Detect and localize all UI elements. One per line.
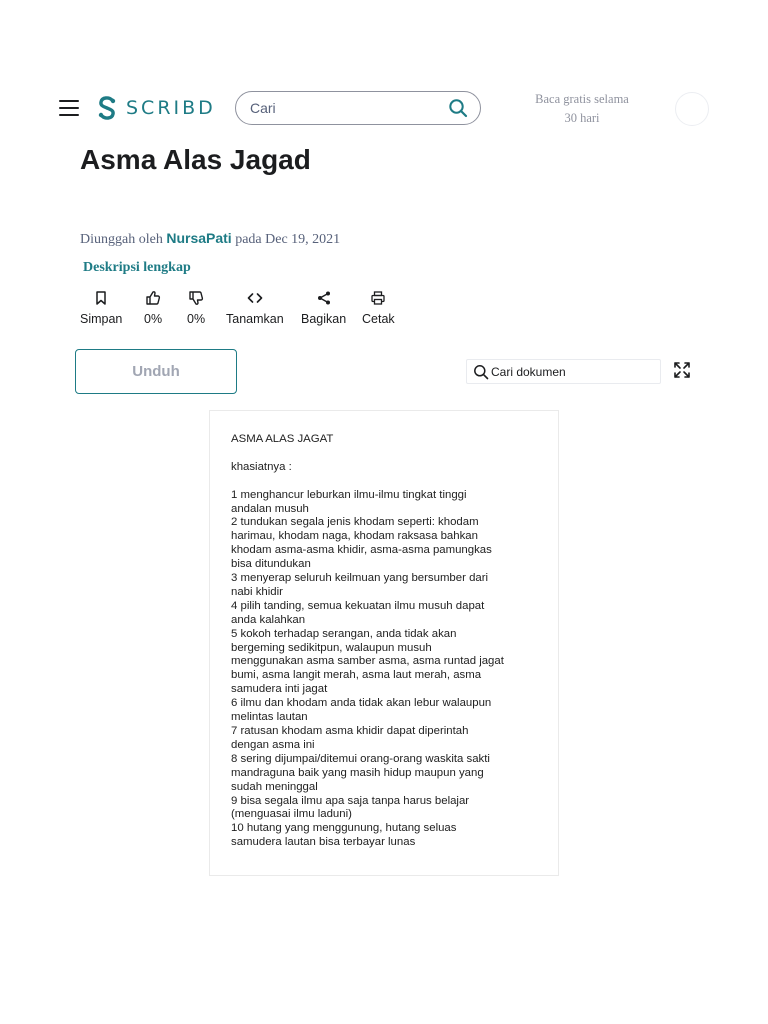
- document-text: [231, 433, 541, 850]
- document-line: 6 ilmu dan khodam anda tidak akan lebur walaupun: [231, 697, 492, 710]
- hamburger-line: [59, 100, 79, 102]
- scribd-logo-icon: [96, 95, 118, 121]
- free-trial-link[interactable]: [520, 90, 644, 128]
- trial-line-1: Baca gratis selama: [535, 92, 629, 106]
- date-prefix: pada: [235, 232, 262, 247]
- save-label: Simpan: [80, 312, 123, 326]
- document-line: samudera lautan bisa terbayar lunas: [231, 836, 416, 849]
- document-line: khodam asma-asma khidir, asma-asma pamungkas: [231, 544, 492, 557]
- search-icon[interactable]: [448, 98, 468, 118]
- bookmark-icon: [93, 290, 109, 306]
- logo-wordmark: SCRIBD: [126, 97, 216, 119]
- search-bar[interactable]: [235, 91, 481, 125]
- document-line: 4 pilih tanding, semua kekuatan ilmu musuh dapat: [231, 599, 485, 612]
- scribd-logo[interactable]: [96, 94, 216, 122]
- code-icon: [247, 290, 263, 306]
- upload-date: Dec 19, 2021: [265, 232, 341, 247]
- save-button[interactable]: [80, 290, 122, 326]
- printer-icon: [370, 290, 386, 306]
- document-line: sudah meninggal: [231, 780, 318, 793]
- document-line: 10 hutang yang menggunung, hutang seluas: [231, 822, 457, 835]
- document-line: 2 tundukan segala jenis khodam seperti: khodam: [231, 516, 479, 529]
- document-line: harimau, khodam naga, khodam raksasa bahkan: [231, 530, 478, 543]
- document-search-input[interactable]: [491, 365, 654, 379]
- thumbs-up-icon: [145, 290, 161, 306]
- document-line: dengan asma ini: [231, 738, 315, 751]
- search-icon: [473, 364, 489, 380]
- share-label: Bagikan: [301, 312, 347, 326]
- thumbs-down-icon: [188, 290, 204, 306]
- expand-icon[interactable]: [673, 361, 691, 379]
- document-line: menggunakan asma samber asma, asma runtad jagat: [231, 655, 504, 668]
- document-heading: ASMA ALAS JAGAT: [231, 433, 334, 445]
- embed-label: Tanamkan: [226, 312, 284, 326]
- hamburger-line: [59, 107, 79, 109]
- like-button[interactable]: [144, 290, 162, 326]
- page-title: Asma Alas Jagad: [80, 144, 311, 175]
- print-button[interactable]: [362, 290, 395, 326]
- document-line: bergeming sedikitpun, walaupun musuh: [231, 641, 432, 654]
- document-lines: [231, 489, 541, 851]
- share-button[interactable]: [301, 290, 346, 326]
- print-label: Cetak: [362, 312, 395, 326]
- hamburger-icon[interactable]: [59, 100, 79, 116]
- document-line: andalan musuh: [231, 502, 309, 515]
- document-line: (menguasai ilmu laduni): [231, 808, 352, 821]
- avatar[interactable]: [675, 92, 709, 126]
- document-line: samudera inti jagat: [231, 683, 328, 696]
- document-line: 9 bisa segala ilmu apa saja tanpa harus belajar: [231, 794, 470, 807]
- dislike-percentage: 0%: [187, 312, 206, 326]
- document-page: [209, 410, 559, 876]
- hamburger-line: [59, 114, 79, 116]
- document-line: 8 sering dijumpai/ditemui orang-orang waskita sakti: [231, 752, 490, 765]
- document-line: anda kalahkan: [231, 613, 306, 626]
- share-icon: [316, 290, 332, 306]
- document-line: 3 menyerap seluruh keilmuan yang bersumber dari: [231, 572, 489, 585]
- download-button[interactable]: Unduh: [75, 349, 237, 394]
- upload-info: [80, 230, 340, 248]
- document-search-bar[interactable]: [466, 359, 661, 384]
- document-line: mandraguna baik yang masih hidup maupun yang: [231, 766, 484, 779]
- trial-line-2: 30 hari: [564, 111, 600, 125]
- document-line: melintas lautan: [231, 711, 308, 724]
- document-line: bumi, asma langit merah, asma laut merah, asma: [231, 669, 482, 682]
- document-subheading: khasiatnya :: [231, 460, 292, 473]
- uploaded-prefix: Diunggah oleh: [80, 232, 163, 247]
- author-link[interactable]: NursaPati: [166, 230, 232, 246]
- full-description-link[interactable]: Deskripsi lengkap: [83, 260, 191, 275]
- document-line: 7 ratusan khodam asma khidir dapat diperintah: [231, 725, 469, 737]
- document-line: 5 kokoh terhadap serangan, anda tidak akan: [231, 627, 457, 640]
- embed-button[interactable]: [226, 290, 284, 326]
- like-percentage: 0%: [144, 312, 163, 326]
- dislike-button[interactable]: [187, 290, 205, 326]
- document-line: 1 menghancur leburkan ilmu-ilmu tingkat tinggi: [231, 488, 467, 501]
- search-input[interactable]: [250, 100, 448, 116]
- document-line: nabi khidir: [231, 585, 283, 598]
- document-line: bisa ditundukan: [231, 558, 311, 571]
